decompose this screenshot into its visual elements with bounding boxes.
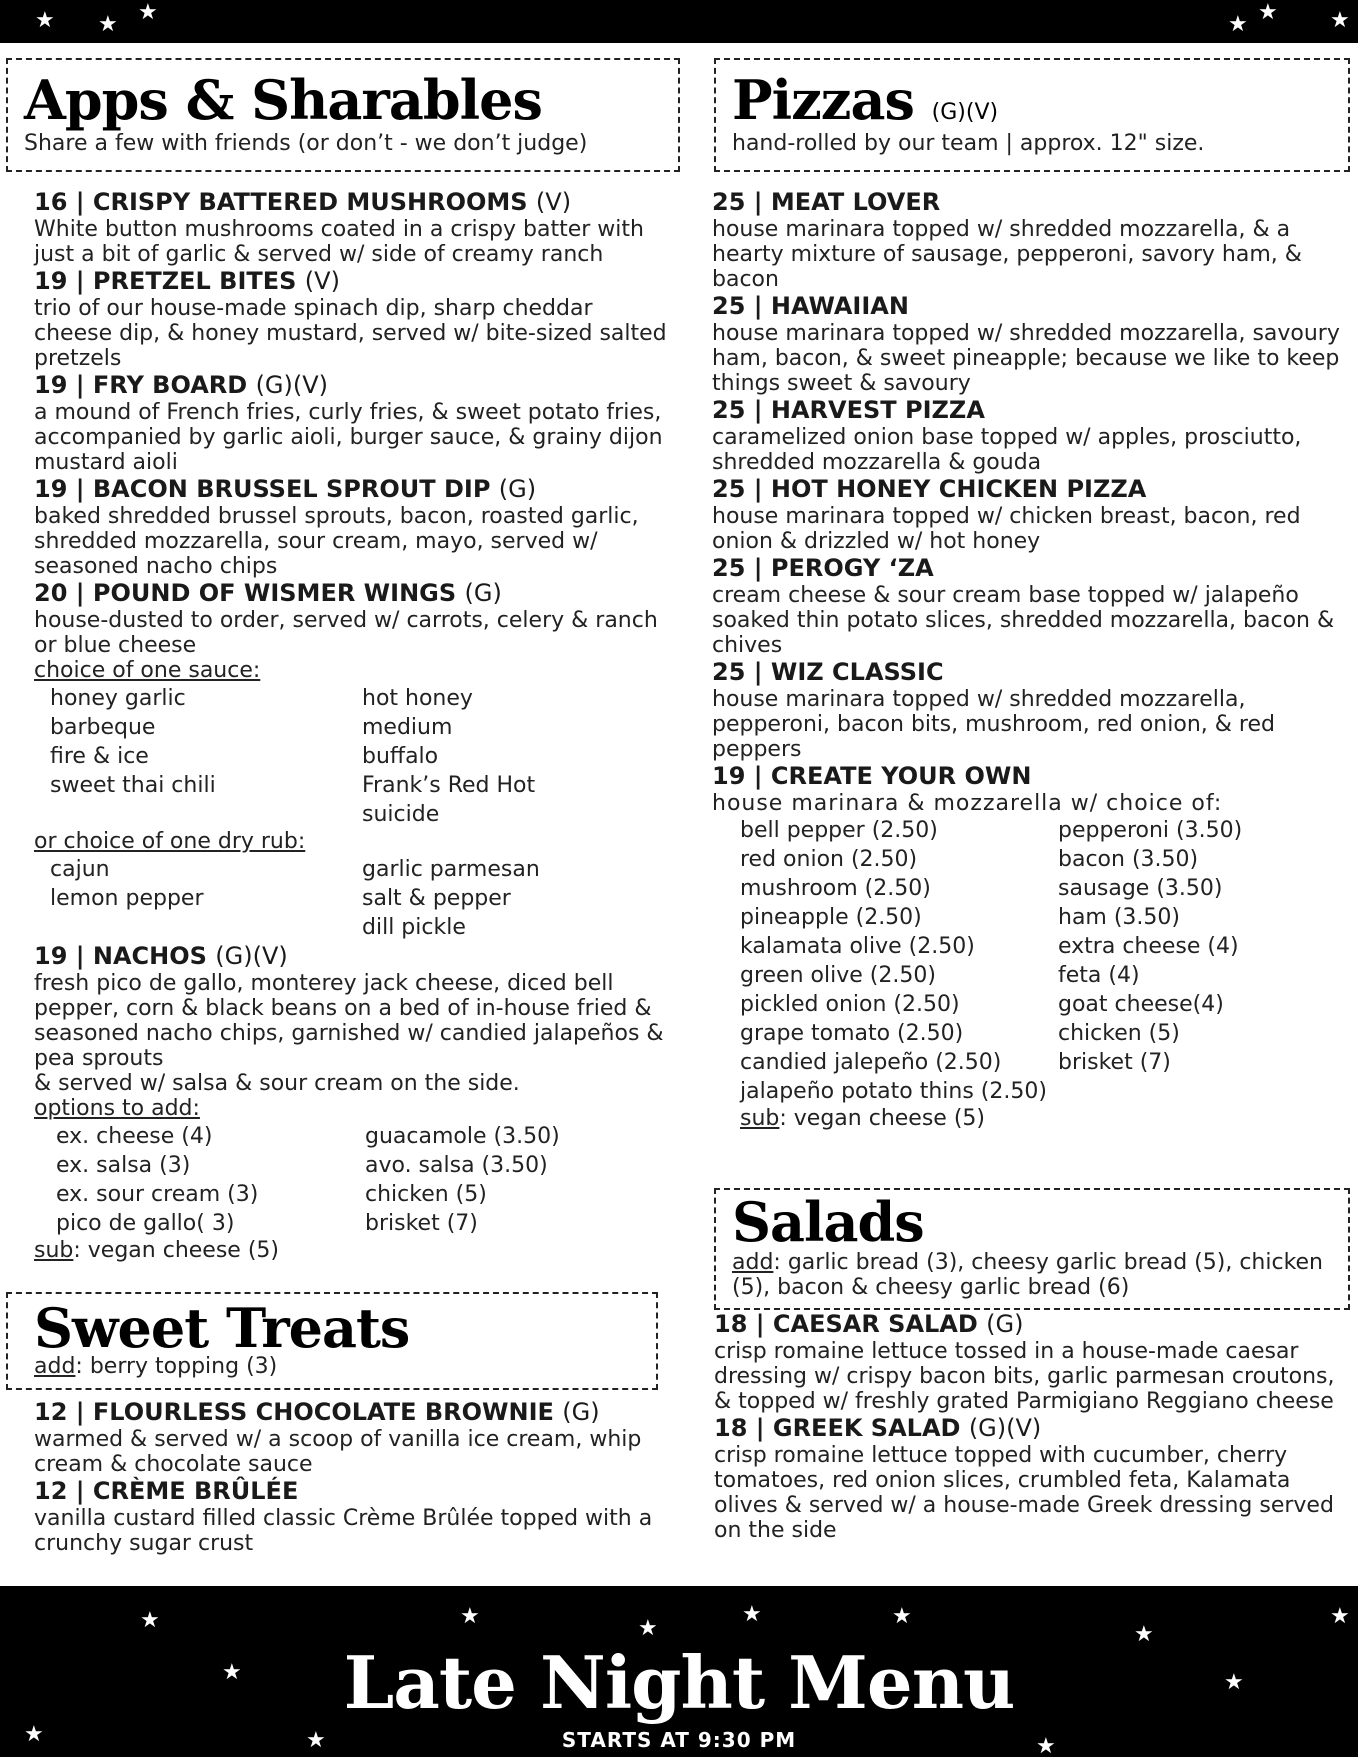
topping-option: extra cheese (4) <box>1058 934 1239 959</box>
pizzas-title-text: Pizzas <box>732 68 914 132</box>
star-icon: ★ <box>460 1604 480 1629</box>
item-description: house marinara topped w/ shredded mozzarella, savoury ham, bacon, & sweet pineapple; because we like to keep things sweet & savoury <box>712 321 1340 396</box>
item-name: 16 | CRISPY BATTERED MUSHROOMS <box>34 188 528 216</box>
item-description: house marinara topped w/ shredded mozzarella, & a hearty mixture of sausage, pepperoni, savory ham, & bacon <box>712 217 1302 292</box>
item-name: 25 | HARVEST PIZZA <box>712 396 985 424</box>
item-description: warmed & served w/ a scoop of vanilla ice cream, whip cream & chocolate sauce <box>34 1427 642 1477</box>
sauce-option: fire & ice <box>50 744 149 769</box>
add-label: add <box>732 1250 774 1275</box>
item-name: 19 | PRETZEL BITES <box>34 267 297 295</box>
add-label: add <box>34 1354 76 1379</box>
star-icon: ★ <box>24 1722 44 1747</box>
topping-option: grape tomato (2.50) <box>740 1021 964 1046</box>
menu-item <box>712 188 1342 292</box>
star-icon: ★ <box>742 1602 762 1627</box>
sauce-option: medium <box>362 715 453 740</box>
star-icon: ★ <box>1330 1604 1350 1629</box>
item-name: 25 | HAWAIIAN <box>712 292 909 320</box>
menu-item <box>34 579 674 658</box>
diet-tag: (G) <box>498 475 537 503</box>
item-description: house marinara topped w/ shredded mozzarella, pepperoni, bacon bits, mushroom, red onion, & red peppers <box>712 687 1275 762</box>
topping-option: chicken (5) <box>1058 1021 1180 1046</box>
apps-title: Apps & Sharables <box>24 68 542 132</box>
sweets-title: Sweet Treats <box>34 1296 410 1360</box>
diet-tag: (G) <box>562 1398 600 1426</box>
item-description: trio of our house-made spinach dip, sharp cheddar cheese dip, & honey mustard, served w/ bite-sized salted pretzels <box>34 296 667 371</box>
item-description: vanilla custard filled classic Crème Brûlée topped with a crunchy sugar crust <box>34 1506 653 1556</box>
add-text: : garlic bread (3), cheesy garlic bread (5), chicken (5), bacon & cheesy garlic bread (6) <box>732 1250 1324 1300</box>
rub-list <box>34 855 674 942</box>
star-icon: ★ <box>1330 8 1350 33</box>
menu-item <box>34 188 674 267</box>
diet-tag: (G)(V) <box>215 942 288 970</box>
star-icon: ★ <box>1134 1622 1154 1647</box>
topping-option: pepperoni (3.50) <box>1058 818 1243 843</box>
sweets-add-line <box>34 1354 277 1379</box>
star-icon: ★ <box>35 8 55 33</box>
apps-column <box>34 188 674 1264</box>
topping-option: pickled onion (2.50) <box>740 992 960 1017</box>
sauce-option: sweet thai chili <box>50 773 216 798</box>
item-description: house-dusted to order, served w/ carrots, celery & ranch or blue cheese <box>34 608 658 658</box>
nacho-option: avo. salsa (3.50) <box>365 1153 548 1178</box>
item-name: 19 | NACHOS <box>34 942 207 970</box>
star-icon: ★ <box>222 1660 242 1685</box>
topping-option: bacon (3.50) <box>1058 847 1199 872</box>
item-name: 18 | CAESAR SALAD <box>714 1310 978 1338</box>
item-description: baked shredded brussel sprouts, bacon, roasted garlic, shredded mozzarella, sour cream, mayo, served w/ seasoned nacho chips <box>34 504 639 579</box>
rub-option: garlic parmesan <box>362 857 540 882</box>
menu-item <box>712 292 1342 396</box>
star-icon: ★ <box>1036 1734 1056 1759</box>
sub-text: : vegan cheese (5) <box>73 1238 279 1263</box>
topping-option: pineapple (2.50) <box>740 905 922 930</box>
sauce-label: choice of one sauce: <box>34 658 261 683</box>
sauce-list <box>34 684 674 829</box>
star-icon: ★ <box>892 1604 912 1629</box>
item-description-extra: & served w/ salsa & sour cream on the side. <box>34 1071 520 1096</box>
menu-item <box>712 658 1342 762</box>
pizzas-column <box>712 188 1342 1132</box>
topping-option: mushroom (2.50) <box>740 876 931 901</box>
nacho-option: ex. cheese (4) <box>56 1124 213 1149</box>
item-name: 20 | POUND OF WISMER WINGS <box>34 579 457 607</box>
menu-item <box>34 475 674 579</box>
pizzas-diet-tag: (G)(V) <box>931 100 999 125</box>
item-name: 25 | MEAT LOVER <box>712 188 941 216</box>
topping-option: red onion (2.50) <box>740 847 918 872</box>
diet-tag: (V) <box>304 267 340 295</box>
menu-item <box>712 475 1342 554</box>
nacho-option: brisket (7) <box>365 1211 478 1236</box>
star-icon: ★ <box>98 12 118 37</box>
item-description: house marinara topped w/ chicken breast, bacon, red onion & drizzled w/ hot honey <box>712 504 1301 554</box>
salads-title: Salads <box>732 1190 924 1254</box>
nacho-options-list <box>34 1122 674 1238</box>
star-icon: ★ <box>1228 12 1248 37</box>
sauce-option: honey garlic <box>50 686 186 711</box>
rub-option: lemon pepper <box>50 886 204 911</box>
menu-item <box>34 1477 664 1556</box>
nacho-option: guacamole (3.50) <box>365 1124 560 1149</box>
star-icon: ★ <box>138 0 158 25</box>
menu-item <box>714 1310 1344 1414</box>
item-description: caramelized onion base topped w/ apples, prosciutto, shredded mozzarella & gouda <box>712 425 1302 475</box>
topping-option: green olive (2.50) <box>740 963 936 988</box>
topping-option: candied jalepeño (2.50) <box>740 1050 1002 1075</box>
menu-item <box>34 267 674 371</box>
salads-column <box>714 1310 1344 1543</box>
menu-item <box>714 1414 1344 1543</box>
topping-option: ham (3.50) <box>1058 905 1180 930</box>
toppings-right <box>1058 816 1242 1106</box>
sauce-option: hot honey <box>362 686 473 711</box>
menu-item <box>34 371 674 475</box>
nacho-option: chicken (5) <box>365 1182 487 1207</box>
pizzas-subtitle: hand-rolled by our team | approx. 12" size. <box>732 131 1205 156</box>
sub-label: sub <box>740 1106 780 1131</box>
salads-add-line <box>732 1250 1332 1300</box>
rub-label: or choice of one dry rub: <box>34 829 306 854</box>
item-name: 25 | PEROGY ‘ZA <box>712 554 934 582</box>
topping-option: feta (4) <box>1058 963 1140 988</box>
item-description: a mound of French fries, curly fries, & sweet potato fries, accompanied by garlic aioli, burger sauce, & grainy dijon mustard aioli <box>34 400 663 475</box>
top-banner <box>0 0 1358 43</box>
item-name: 19 | FRY BOARD <box>34 371 248 399</box>
item-name: 25 | WIZ CLASSIC <box>712 658 944 686</box>
item-name: 19 | BACON BRUSSEL SPROUT DIP <box>34 475 491 503</box>
item-description: White button mushrooms coated in a crispy batter with just a bit of garlic & served w/ side of creamy ranch <box>34 217 644 267</box>
topping-option: brisket (7) <box>1058 1050 1171 1075</box>
sauce-option: suicide <box>362 802 440 827</box>
star-icon: ★ <box>140 1608 160 1633</box>
item-description: crisp romaine lettuce tossed in a house-made caesar dressing w/ crispy bacon bits, garlic parmesan croutons, & topped w/ freshly grated Parmigiano Reggiano cheese <box>714 1339 1335 1414</box>
rub-option: cajun <box>50 857 110 882</box>
sauce-option: Frank’s Red Hot <box>362 773 536 798</box>
diet-tag: (G) <box>464 579 502 607</box>
item-description: fresh pico de gallo, monterey jack cheese, diced bell pepper, corn & black beans on a bed of in-house fried & seasoned nacho chips, garnished w/ candied jalapeños & pea sprouts <box>34 971 664 1071</box>
sub-line <box>34 1238 674 1264</box>
toppings-left <box>740 816 1058 1106</box>
diet-tag: (G) <box>986 1310 1024 1338</box>
item-description: cream cheese & sour cream base topped w/ jalapeño soaked thin potato slices, shredded mozzarella, bacon & chives <box>712 583 1335 658</box>
sauce-option: barbeque <box>50 715 156 740</box>
star-icon: ★ <box>638 1616 658 1641</box>
footer-subtitle: STARTS AT 9:30 PM <box>561 1728 797 1752</box>
footer-title: Late Night Menu <box>343 1640 1015 1725</box>
item-name: 19 | CREATE YOUR OWN <box>712 762 1032 790</box>
star-icon: ★ <box>1258 0 1278 25</box>
topping-option: jalapeño potato thins (2.50) <box>740 1079 1047 1104</box>
item-description: house marinara & mozzarella w/ choice of: <box>712 791 1223 816</box>
nacho-option: ex. salsa (3) <box>56 1153 191 1178</box>
menu-item <box>34 1398 664 1477</box>
menu-item-create-your-own <box>712 762 1342 816</box>
star-icon: ★ <box>1224 1670 1244 1695</box>
topping-option: bell pepper (2.50) <box>740 818 938 843</box>
sub-text: : vegan cheese (5) <box>779 1106 985 1131</box>
topping-option: kalamata olive (2.50) <box>740 934 975 959</box>
pizzas-title <box>732 68 998 132</box>
menu-item <box>712 396 1342 475</box>
topping-option: goat cheese(4) <box>1058 992 1224 1017</box>
item-name: 18 | GREEK SALAD <box>714 1414 961 1442</box>
item-name: 25 | HOT HONEY CHICKEN PIZZA <box>712 475 1147 503</box>
toppings-grid <box>712 816 1342 1106</box>
sauce-option: buffalo <box>362 744 439 769</box>
options-label: options to add: <box>34 1096 200 1121</box>
sub-line <box>712 1106 1342 1132</box>
rub-option: dill pickle <box>362 915 466 940</box>
nacho-option: ex. sour cream (3) <box>56 1182 259 1207</box>
menu-item-nachos <box>34 942 674 1096</box>
item-name: 12 | CRÈME BRÛLÉE <box>34 1477 299 1505</box>
diet-tag: (G)(V) <box>255 371 329 399</box>
item-name: 12 | FLOURLESS CHOCOLATE BROWNIE <box>34 1398 554 1426</box>
diet-tag: (G)(V) <box>968 1414 1042 1442</box>
item-description: crisp romaine lettuce topped with cucumber, cherry tomatoes, red onion slices, crumbled feta, Kalamata olives & served w/ a house-made Greek dressing served on the side <box>714 1443 1334 1543</box>
diet-tag: (V) <box>535 188 572 216</box>
menu-item <box>712 554 1342 658</box>
sweets-column <box>34 1398 664 1556</box>
nacho-option: pico de gallo( 3) <box>56 1211 235 1236</box>
topping-option: sausage (3.50) <box>1058 876 1223 901</box>
star-icon: ★ <box>306 1728 326 1753</box>
sub-label: sub <box>34 1238 74 1263</box>
rub-option: salt & pepper <box>362 886 511 911</box>
apps-subtitle: Share a few with friends (or don’t - we don’t judge) <box>24 131 588 156</box>
add-text: : berry topping (3) <box>75 1354 278 1379</box>
